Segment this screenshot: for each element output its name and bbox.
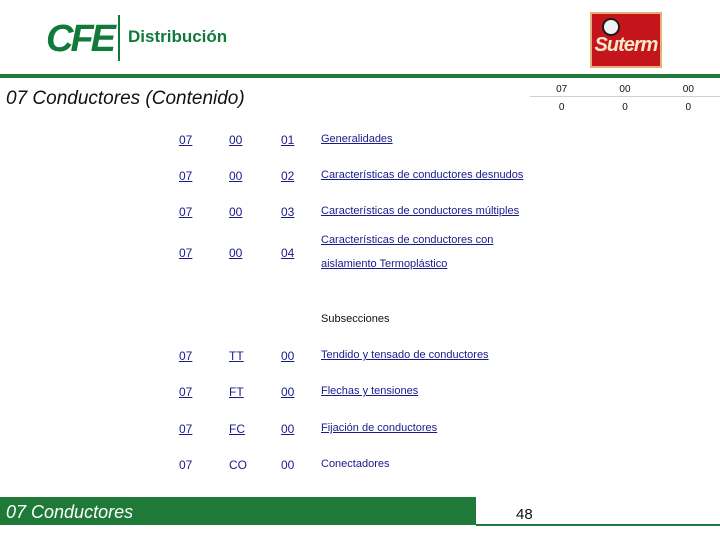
item-link[interactable]: Características de conductores desnudos <box>321 169 524 181</box>
item-code-b[interactable]: 00 <box>229 133 243 147</box>
item-code-a[interactable]: 07 <box>179 246 193 260</box>
item-code-c[interactable]: 00 <box>281 422 295 436</box>
footer-title: 07 Conductores <box>6 502 134 522</box>
item-link-continuation[interactable]: aislamiento Termoplástico <box>321 258 448 270</box>
page-number: 48 <box>516 506 533 523</box>
subsections-heading: Subsecciones <box>321 313 390 325</box>
item-code-b[interactable]: 00 <box>229 205 243 219</box>
item-code-a[interactable]: 07 <box>179 205 193 219</box>
footer-slant <box>458 497 476 525</box>
item-code-a[interactable]: 07 <box>179 169 193 183</box>
item-code-b[interactable]: TT <box>229 349 244 363</box>
item-code-a[interactable]: 07 <box>179 349 193 363</box>
code-cell: 00 <box>619 83 631 95</box>
item-code-c[interactable]: 04 <box>281 246 295 260</box>
code-cell: 0 <box>558 101 565 113</box>
item-code-c[interactable]: 00 <box>281 349 295 363</box>
footer-underline <box>476 524 720 526</box>
item-code-c[interactable]: 00 <box>281 385 295 399</box>
item-link[interactable]: Características de conductores con <box>321 234 494 246</box>
code-cell: 07 <box>556 83 568 95</box>
code-table-divider <box>530 96 720 97</box>
item-code-b[interactable]: 00 <box>229 246 243 260</box>
item-label: Conectadores <box>321 458 390 470</box>
footer-page-area <box>476 497 720 525</box>
item-code-b[interactable]: FT <box>229 385 244 399</box>
item-link[interactable]: Generalidades <box>321 133 393 145</box>
item-code-a[interactable]: 07 <box>179 133 193 147</box>
suterm-logo <box>590 12 662 68</box>
cfe-logo-subtitle: Distribución <box>128 27 228 46</box>
item-code-a[interactable]: 07 <box>179 422 193 436</box>
code-cell: 0 <box>685 101 692 113</box>
header-divider <box>0 74 720 78</box>
page-title: 07 Conductores (Contenido) <box>6 88 245 109</box>
code-row <box>530 98 720 116</box>
item-link[interactable]: Fijación de conductores <box>321 422 438 434</box>
item-code-c: 00 <box>281 458 295 472</box>
section-code-table <box>530 80 720 116</box>
item-code-c[interactable]: 02 <box>281 169 295 183</box>
item-code-b[interactable]: FC <box>229 422 245 436</box>
cfe-logo-divider <box>118 15 120 61</box>
item-code-c[interactable]: 01 <box>281 133 295 147</box>
suterm-logo-text: Suterm <box>594 34 658 56</box>
item-code-b: CO <box>229 458 247 472</box>
item-link[interactable]: Tendido y tensado de conductores <box>321 349 489 361</box>
cfe-logo-text: CFE <box>46 18 113 60</box>
item-code-b[interactable]: 00 <box>229 169 243 183</box>
item-code-a[interactable]: 07 <box>179 385 193 399</box>
item-link[interactable]: Flechas y tensiones <box>321 385 419 397</box>
item-link[interactable]: Características de conductores múltiples <box>321 205 520 217</box>
code-cell: 00 <box>682 83 694 95</box>
item-code-a: 07 <box>179 458 193 472</box>
item-code-c[interactable]: 03 <box>281 205 295 219</box>
code-cell: 0 <box>622 101 628 113</box>
